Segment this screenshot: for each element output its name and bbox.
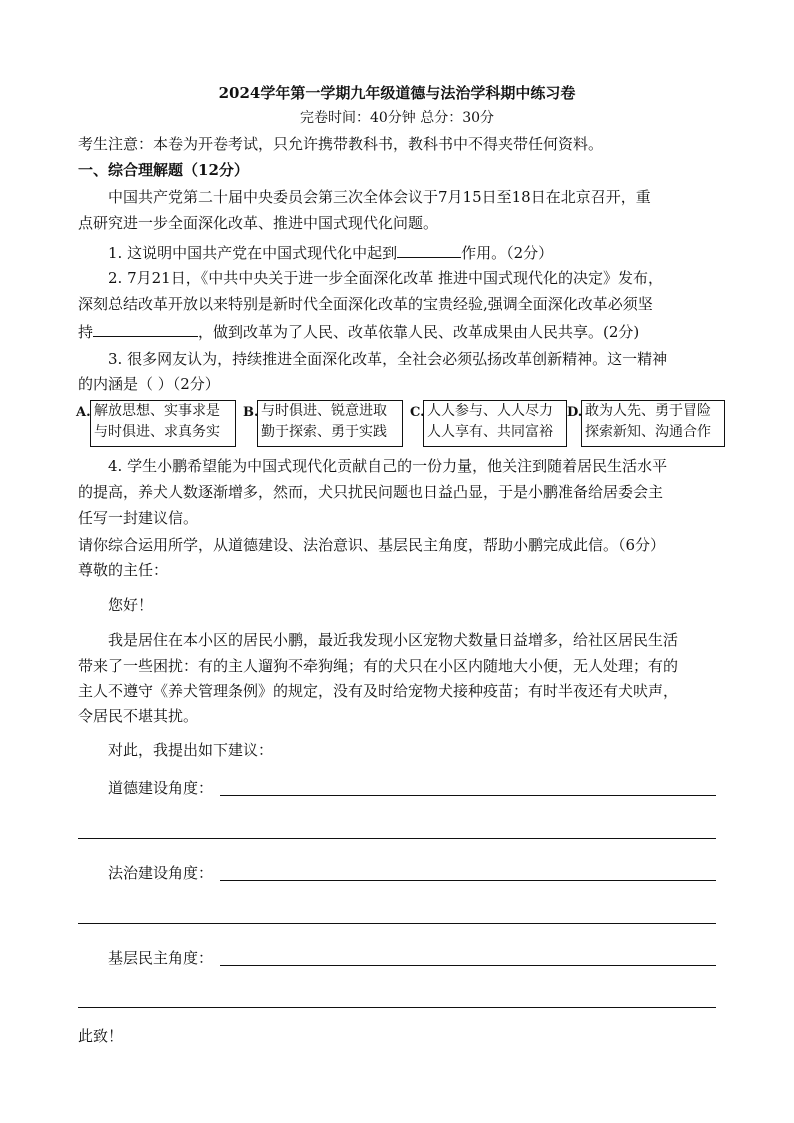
question-3-line: 的内涵是（ ）（2分）: [78, 375, 220, 393]
question-4-line: 任写一封建议信。: [78, 509, 199, 527]
option-a-box[interactable]: [90, 400, 236, 447]
exam-notice: 考生注意：本卷为开卷考试，只允许携带教科书，教科书中不得夹带任何资料。: [78, 135, 604, 153]
letter-body-line: 令居民不堪其扰。: [78, 707, 199, 725]
moral-answer-line[interactable]: [220, 795, 716, 796]
question-1-text-end: 作用。（2分）: [461, 244, 554, 262]
option-c-letter: C.: [410, 405, 425, 420]
option-b-text: 与时俱进、锐意进取: [261, 403, 387, 419]
democracy-answer-line[interactable]: [220, 965, 716, 966]
option-d-text: 敢为人先、勇于冒险: [585, 403, 711, 419]
question-4-line: 4. 学生小鹏希望能为中国式现代化贡献自己的一份力量，他关注到随着居民生活水平: [108, 457, 668, 475]
letter-body-line: 我是居住在本小区的居民小鹏，最近我发现小区宠物犬数量日益增多，给社区居民生活: [108, 631, 679, 649]
exam-info: 完卷时间：40分钟 总分：30分: [299, 110, 495, 126]
letter-body-line: 带来了一些困扰：有的主人遛狗不牵狗绳；有的犬只在小区内随地大小便，无人处理；有的: [78, 657, 679, 675]
option-a-text: 解放思想、实事求是: [94, 403, 220, 419]
question-3-line: 3. 很多网友认为，持续推进全面深化改革，全社会必须弘扬改革创新精神。这一精神: [108, 350, 668, 368]
option-b-box[interactable]: [257, 400, 403, 447]
question-2-line: [78, 320, 639, 342]
democracy-answer-line-2[interactable]: [78, 1007, 716, 1008]
letter-greeting: 您好！: [108, 596, 154, 614]
option-b-letter: B.: [243, 405, 259, 420]
question-2-line: 2. 7月21日，《中共中央关于进一步全面深化改革 推进中国式现代化的决定》发布，: [108, 269, 663, 287]
intro-paragraph-line: 点研究进一步全面深化改革、推进中国式现代化问题。: [78, 214, 439, 232]
moral-field-label: 道德建设角度：: [108, 779, 214, 797]
question-2-text-end: ，做到改革为了人民、改革依靠人民、改革成果由人民共享。(2分): [198, 323, 640, 341]
intro-paragraph-line: 中国共产党第二十届中央委员会第三次全体会议于7月15日至18日在北京召开，重: [108, 188, 651, 206]
option-d-text: 探索新知、沟通合作: [585, 424, 711, 440]
answer-blank[interactable]: [93, 320, 198, 337]
democracy-field-label: 基层民主角度：: [108, 949, 214, 967]
letter-body-line: 主人不遵守《养犬管理条例》的规定，没有及时给宠物犬接种疫苗；有时半夜还有犬吠声，: [78, 682, 679, 700]
answer-blank[interactable]: [397, 241, 461, 258]
option-c-box[interactable]: [423, 400, 567, 447]
option-a-letter: A.: [76, 405, 91, 420]
page-title: 2024学年第一学期九年级道德与法治学科期中练习卷: [218, 84, 576, 102]
question-1: [108, 241, 553, 263]
option-c-text: 人人享有、共同富裕: [427, 424, 553, 440]
question-4-line: 的提高，养犬人数逐渐增多，然而，犬只扰民问题也日益凸显，于是小鹏准备给居委会主: [78, 483, 664, 501]
question-2-text: 持: [78, 323, 94, 341]
option-a-text: 与时俱进、求真务实: [94, 424, 220, 440]
option-b-text: 勤于探索、勇于实践: [261, 424, 387, 440]
option-c-text: 人人参与、人人尽力: [427, 403, 553, 419]
question-2-line: 深刻总结改革开放以来特别是新时代全面深化改革的宝贵经验,强调全面深化改革必须坚: [78, 295, 653, 313]
letter-proposal: 对此，我提出如下建议：: [108, 741, 274, 759]
question-1-text: 1. 这说明中国共产党在中国式现代化中起到: [108, 244, 398, 262]
letter-closing: 此致！: [78, 1027, 124, 1045]
section-heading: 一、综合理解题（12分）: [78, 161, 249, 179]
law-answer-line-2[interactable]: [78, 923, 716, 924]
moral-answer-line-2[interactable]: [78, 838, 716, 839]
question-4-instruction: 请你综合运用所学，从道德建设、法治意识、基层民主角度，帮助小鹏完成此信。（6分）: [78, 536, 666, 554]
law-answer-line[interactable]: [220, 880, 716, 881]
letter-salutation: 尊敬的主任：: [78, 561, 169, 579]
option-d-box[interactable]: [581, 400, 725, 447]
option-d-letter: D.: [567, 405, 583, 420]
law-field-label: 法治建设角度：: [108, 864, 214, 882]
